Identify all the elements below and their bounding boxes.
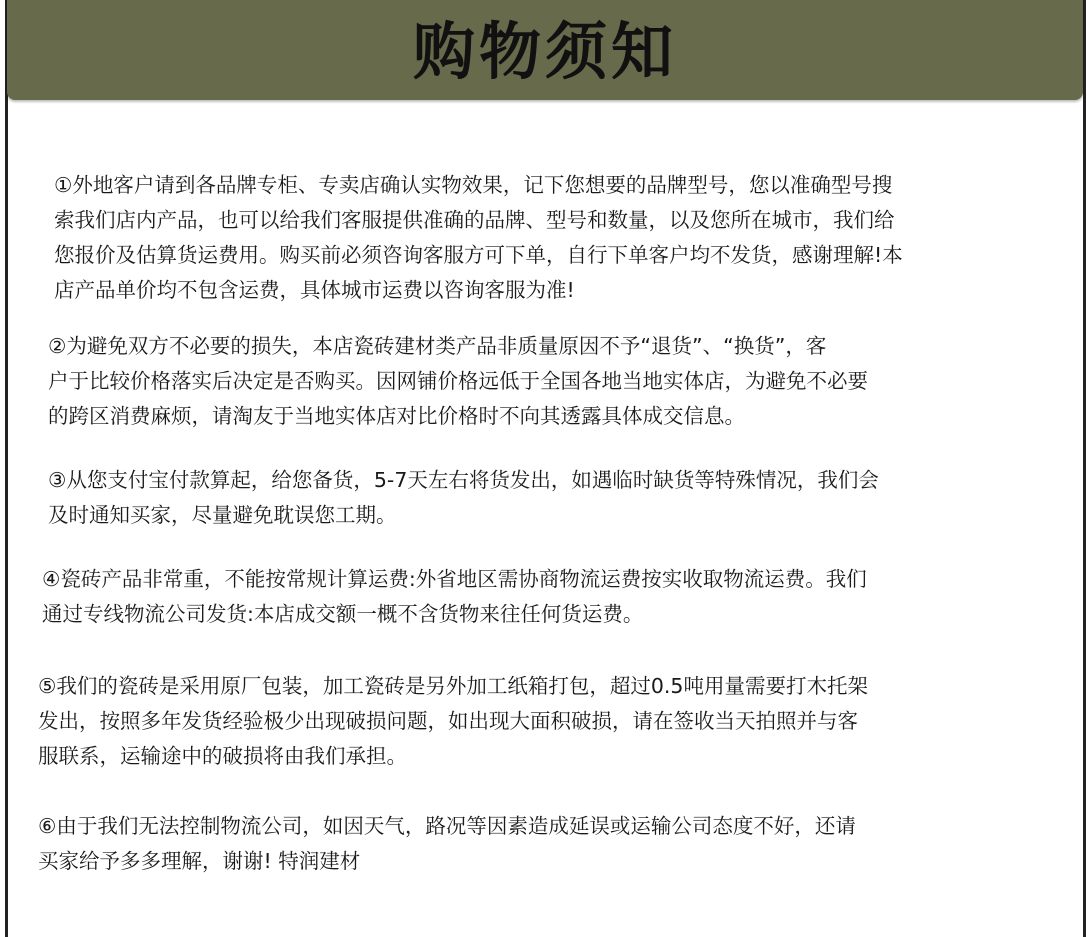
notice-3 bbox=[48, 463, 879, 533]
header-banner bbox=[7, 0, 1083, 100]
notice-line: ⑤我们的瓷砖是采用原厂包装，加工瓷砖是另外加工纸箱打包，超过0.5吨用量需要打木托架 bbox=[38, 674, 868, 698]
notice-line: ②为避免双方不必要的损失，本店瓷砖建材类产品非质量原因不予“退货”、“换货”，客 bbox=[48, 334, 827, 358]
notice-4 bbox=[42, 562, 867, 632]
notice-2 bbox=[48, 329, 868, 434]
right-border bbox=[1083, 0, 1086, 937]
notice-6 bbox=[38, 809, 856, 879]
notice-line: ①外地客户请到各品牌专柜、专卖店确认实物效果，记下您想要的品牌型号，您以准确型号搜 bbox=[54, 173, 893, 197]
notice-line: 发出，按照多年发货经验极少出现破损问题，如出现大面积破损，请在签收当天拍照并与客 bbox=[38, 709, 858, 733]
notice-line: ③从您支付宝付款算起，给您备货，5-7天左右将货发出，如遇临时缺货等特殊情况，我们会 bbox=[48, 468, 879, 492]
left-border bbox=[5, 0, 8, 937]
notice-line: 服联系，运输途中的破损将由我们承担。 bbox=[38, 744, 407, 768]
notice-line: ⑥由于我们无法控制物流公司，如因天气，路况等因素造成延误或运输公司态度不好，还请 bbox=[38, 814, 856, 838]
notice-line: 的跨区消费麻烦，请淘友于当地实体店对比价格时不向其透露具体成交信息。 bbox=[48, 404, 745, 428]
notice-5 bbox=[38, 669, 868, 774]
notice-line: 及时通知买家，尽量避免耽误您工期。 bbox=[48, 503, 397, 527]
notice-line: 您报价及估算货运费用。购买前必须咨询客服方可下单，自行下单客户均不发货，感谢理解!本 bbox=[54, 243, 903, 267]
notice-line: 店产品单价均不包含运费，具体城市运费以咨询客服为准! bbox=[54, 278, 575, 302]
notice-1 bbox=[54, 168, 903, 308]
notice-line: 买家给予多多理解，谢谢! 特润建材 bbox=[38, 849, 361, 873]
notice-line: ④瓷砖产品非常重，不能按常规计算运费:外省地区需协商物流运费按实收取物流运费。我们 bbox=[42, 567, 867, 591]
notice-line: 户于比较价格落实后决定是否购买。因网铺价格远低于全国各地当地实体店，为避免不必要 bbox=[48, 369, 868, 393]
page-title: 购物须知 bbox=[412, 15, 677, 88]
notice-line: 索我们店内产品，也可以给我们客服提供准确的品牌、型号和数量，以及您所在城市，我们给 bbox=[54, 208, 895, 232]
notice-line: 通过专线物流公司发货:本店成交额一概不含货物来往任何货运费。 bbox=[42, 602, 644, 626]
